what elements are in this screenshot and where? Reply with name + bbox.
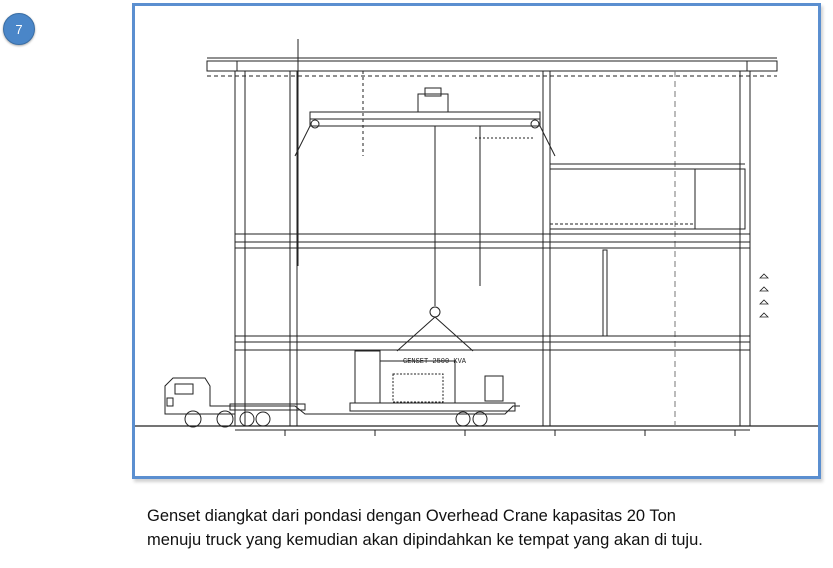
slide-caption [147,504,827,552]
ground-line [135,426,818,430]
genset-unit [350,351,515,411]
slide-number: 7 [15,21,23,37]
overhead-crane [295,39,555,351]
caption-line-1: Genset diangkat dari pondasi dengan Overhead Crane kapasitas 20 Ton [147,507,676,525]
upper-room [550,164,768,336]
footings [285,430,735,436]
drawing-frame [132,3,821,479]
stair-markers [760,274,768,317]
floor-slabs [235,234,750,350]
slide-number-badge [3,13,35,45]
low-bed-trailer [220,404,520,426]
caption-line-2: menuju truck yang kemudian akan dipindahkan ke tempat yang akan di tuju. [147,531,703,549]
truck-tractor [165,378,235,427]
building-section-drawing [135,6,818,476]
genset-label: GENSET 2500 KVA [403,358,467,366]
roof-slab [207,58,777,76]
